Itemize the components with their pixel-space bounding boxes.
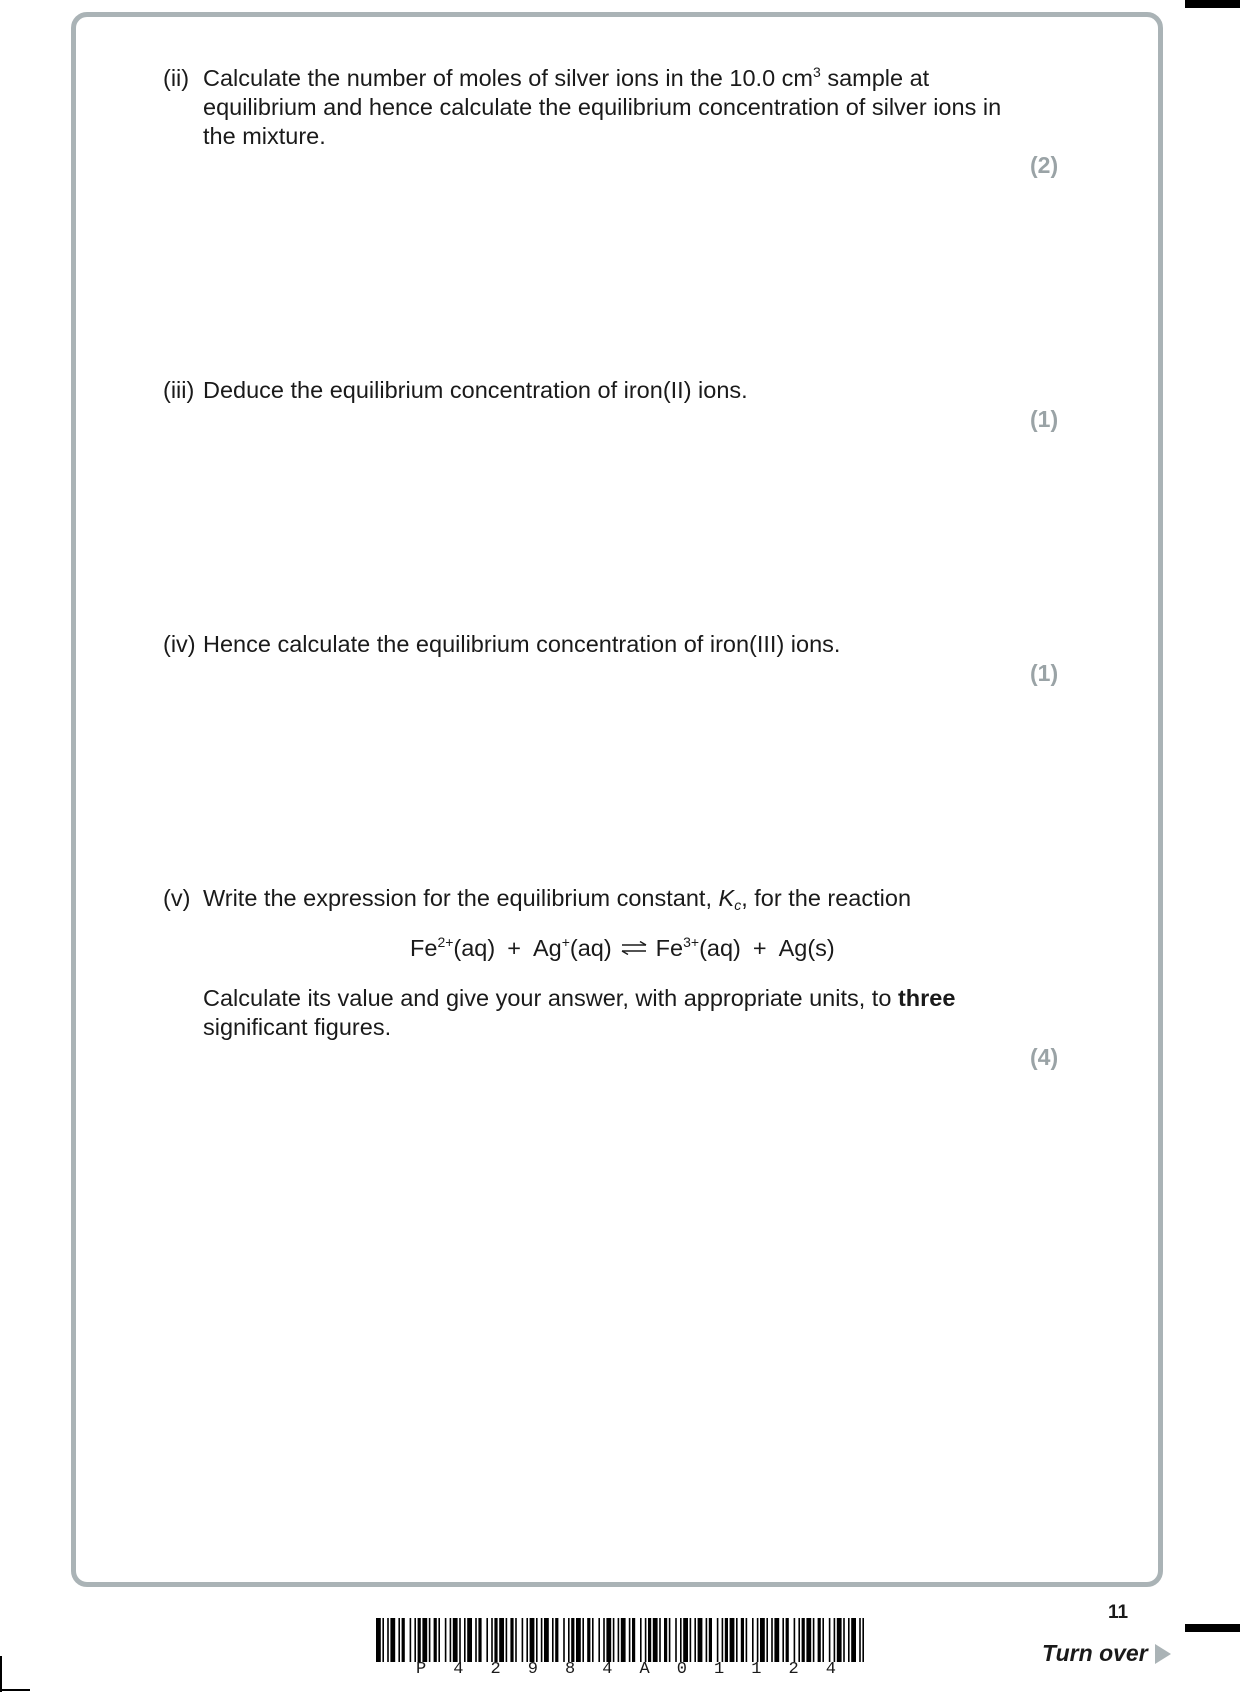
eq-fe3-charge: 3+ xyxy=(683,934,700,950)
barcode-char: 2 xyxy=(788,1660,799,1679)
question-text-iii: Deduce the equilibrium concentration of iron(II) ions. xyxy=(203,377,748,403)
eq-ag-solid: Ag(s) xyxy=(778,935,835,961)
barcode-char: 0 xyxy=(676,1660,687,1679)
instruction-text-after: significant figures. xyxy=(203,1014,392,1040)
marks-v: (4) xyxy=(1030,1044,1059,1070)
question-ii-superscript: 3 xyxy=(813,64,821,80)
eq-aq-3: (aq) xyxy=(699,935,741,961)
barcode-char: 4 xyxy=(453,1660,464,1679)
question-v-instruction xyxy=(203,984,1033,1042)
barcode-char: 2 xyxy=(490,1660,501,1679)
question-number-iv: (iv) xyxy=(163,631,196,657)
turn-over-label: Turn over xyxy=(1042,1640,1148,1666)
eq-ag-charge: + xyxy=(561,934,570,950)
equilibrium-arrows-icon xyxy=(620,941,648,955)
eq-aq-2: (aq) xyxy=(569,935,612,961)
barcode-char: 9 xyxy=(527,1660,538,1679)
turn-over-arrow-icon xyxy=(1155,1644,1171,1664)
question-text-iv: Hence calculate the equilibrium concentration of iron(III) ions. xyxy=(203,631,841,657)
top-registration-mark xyxy=(1185,0,1240,8)
barcode-char: 8 xyxy=(565,1660,576,1679)
question-text-v xyxy=(203,884,1033,913)
barcode-char: P xyxy=(416,1660,427,1679)
barcode-char: 4 xyxy=(602,1660,613,1679)
question-ii-text-before: Calculate the number of moles of silver ions in the 10.0 cm xyxy=(203,65,813,91)
instruction-bold: three xyxy=(897,985,956,1011)
barcode-text xyxy=(416,1660,836,1679)
crop-mark-icon xyxy=(0,1656,30,1692)
answer-box-frame xyxy=(71,12,1163,1587)
question-number-ii: (ii) xyxy=(163,65,190,91)
question-number-iii: (iii) xyxy=(163,377,195,403)
question-text-ii xyxy=(203,64,1033,151)
kc-subscript: c xyxy=(734,897,742,913)
barcode-char: 4 xyxy=(825,1660,836,1679)
page-number: 11 xyxy=(1108,1602,1129,1623)
marks-ii: (2) xyxy=(1030,152,1059,178)
eq-ag: Ag xyxy=(532,935,562,961)
kc-symbol: K xyxy=(718,885,735,911)
eq-fe2: Fe xyxy=(410,935,438,961)
barcode-char: 1 xyxy=(714,1660,725,1679)
question-v-text-before: Write the expression for the equilibrium constant, xyxy=(203,885,719,911)
eq-fe2-charge: 2+ xyxy=(437,934,454,950)
instruction-text-before: Calculate its value and give your answer, with appropriate units, to xyxy=(203,985,898,1011)
question-number-v: (v) xyxy=(163,885,191,911)
question-ii-text-after: sample at equilibrium and hence calculate the equilibrium concentration of silver ions in the mixture. xyxy=(203,65,1002,149)
marks-iv: (1) xyxy=(1030,660,1059,686)
eq-plus-2: + xyxy=(752,935,767,961)
eq-plus-1: + xyxy=(507,935,521,961)
chemical-equation xyxy=(410,934,835,963)
barcode-char: 1 xyxy=(751,1660,762,1679)
marks-iii: (1) xyxy=(1030,406,1059,432)
question-v-text-after: , for the reaction xyxy=(741,885,912,911)
eq-aq-1: (aq) xyxy=(453,935,496,961)
barcode-char: A xyxy=(639,1660,650,1679)
barcode xyxy=(376,1618,864,1662)
eq-fe3: Fe xyxy=(655,935,684,961)
bottom-registration-mark xyxy=(1185,1624,1240,1632)
